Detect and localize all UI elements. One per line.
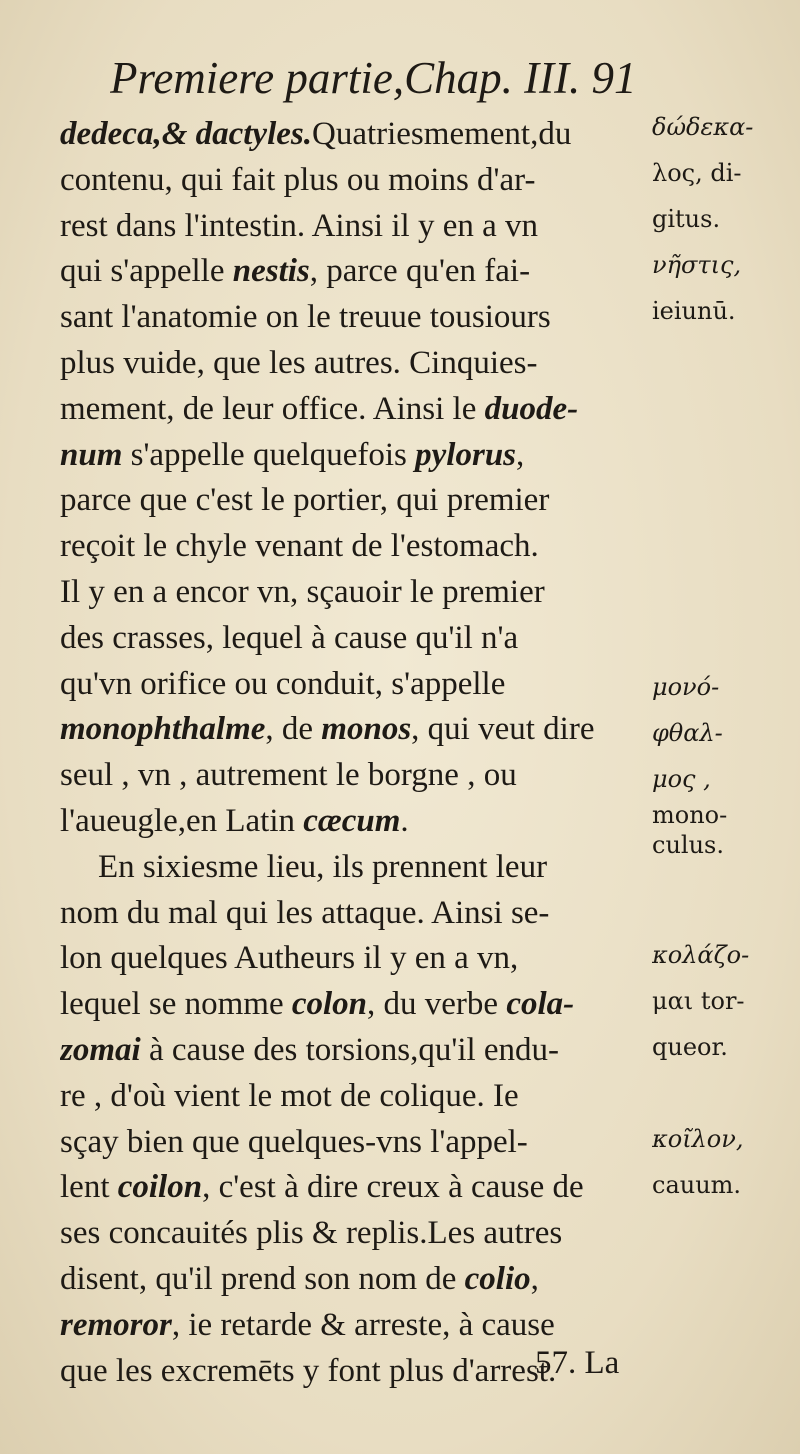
italic-term: pylorus [415,436,517,473]
text-run: , de [265,711,322,748]
text-line [60,1211,650,1257]
text-line [60,204,650,250]
text-run: qui s'appelle [60,253,233,290]
text-line [60,1257,650,1303]
text-run: lequel se nomme [60,986,292,1023]
text-line [60,158,650,204]
text-run: lent [60,1169,118,1206]
text-line [60,1028,650,1074]
italic-term: colio [464,1260,531,1297]
text-line [60,1074,650,1120]
text-run: à cause des torsions,qu'il endu- [140,1031,560,1068]
italic-term: cæcum [303,802,401,839]
text-run: parce que c'est le portier, qui premier [60,482,550,519]
text-line [60,478,650,524]
text-run: En sixiesme lieu, ils prennent leur [98,848,548,885]
text-run: Quatriesmement,du [311,116,572,152]
text-line [60,891,650,937]
text-line [60,616,650,662]
margin-note: λος, di- [652,159,742,187]
italic-term: cola- [506,986,575,1023]
text-run: plus vuide, que les autres. Cinquies- [60,344,538,381]
text-run: , [530,1260,539,1297]
text-line [60,982,650,1028]
running-header: Premiere partie,Chap. III. 91 [110,53,637,103]
italic-term: colon [291,986,368,1023]
margin-note: νῆστις, [652,251,742,279]
text-line [60,295,650,341]
margin-note: μονό- [652,673,720,701]
text-run: lon quelques Autheurs il y en a vn, [60,940,519,977]
text-line [60,936,650,982]
margin-note: μαι tor- [652,987,745,1015]
margin-note: mono- [652,801,728,829]
italic-term: duode- [484,390,579,427]
text-run: disent, qu'il prend son nom de [60,1260,465,1297]
text-line [60,753,650,799]
text-run: . [400,802,409,839]
text-run: Il y en a encor vn, sçauoir le premier [60,573,545,610]
text-run: , qui veut dire [411,711,595,748]
text-run: l'aueugle,en Latin [60,802,304,839]
text-line [60,845,650,891]
margin-note: δώδεκα- [652,113,754,141]
text-run: qu'vn orifice ou conduit, s'appelle [60,665,506,702]
text-run: , c'est à dire creux à cause de [202,1169,584,1206]
text-run: , parce qu'en fai- [309,253,531,290]
margin-note: ieiunū. [652,297,736,325]
text-run: des crasses, lequel à cause qu'il n'a [60,619,519,656]
text-line [60,799,650,845]
text-run: , ie retarde & arreste, à cause [171,1306,555,1343]
italic-term: monophthalme [60,711,266,748]
margin-note: κολάζο- [652,941,750,969]
text-line [60,1120,650,1166]
text-run: nom du mal qui les attaque. Ainsi se- [60,894,550,931]
italic-term: zomai [60,1031,141,1068]
text-line [60,524,650,570]
italic-term: nestis [232,253,310,290]
text-run: sçay bien que quelques-vns l'appel- [60,1123,528,1160]
text-run: que les excremēts y font plus d'arrest. [60,1352,557,1389]
text-run: seul , vn , autrement le borgne , ou [60,757,517,794]
italic-term: num [60,436,123,473]
text-run: ses concauités plis & replis.Les autres [60,1215,563,1252]
margin-note: μος , [652,765,711,793]
text-line [60,387,650,433]
margin-note: κοῖλον, [652,1125,744,1153]
text-line [60,662,650,708]
margin-note: φθαλ- [652,719,723,747]
text-run: , [516,436,525,473]
margin-note: cauum. [652,1171,742,1199]
text-line [60,433,650,479]
italic-term: dedeca,& dactyles. [60,116,312,152]
text-line [60,341,650,387]
text-run: sant l'anatomie on le treuue tousiours [60,299,551,336]
text-line [60,249,650,295]
text-line [60,707,650,753]
text-run: re , d'où vient le mot de colique. Ie [60,1077,519,1114]
text-line [60,1165,650,1211]
italic-term: remoror [60,1306,172,1343]
margin-note: gitus. [652,205,721,233]
italic-term: monos [321,711,412,748]
margin-note: culus. [652,831,724,859]
text-run: s'appelle quelquefois [122,436,416,473]
text-run: , du verbe [367,986,507,1023]
catchword: 57. La [535,1345,620,1381]
body-text [60,112,650,1394]
text-line [60,570,650,616]
text-run: mement, de leur office. Ainsi le [60,390,485,427]
text-line [60,112,650,158]
text-run: contenu, qui fait plus ou moins d'ar- [60,161,536,198]
italic-term: coilon [117,1169,203,1206]
text-run: reçoit le chyle venant de l'estomach. [60,528,539,565]
margin-note: queor. [652,1033,728,1061]
text-run: rest dans l'intestin. Ainsi il y en a vn [60,207,538,244]
